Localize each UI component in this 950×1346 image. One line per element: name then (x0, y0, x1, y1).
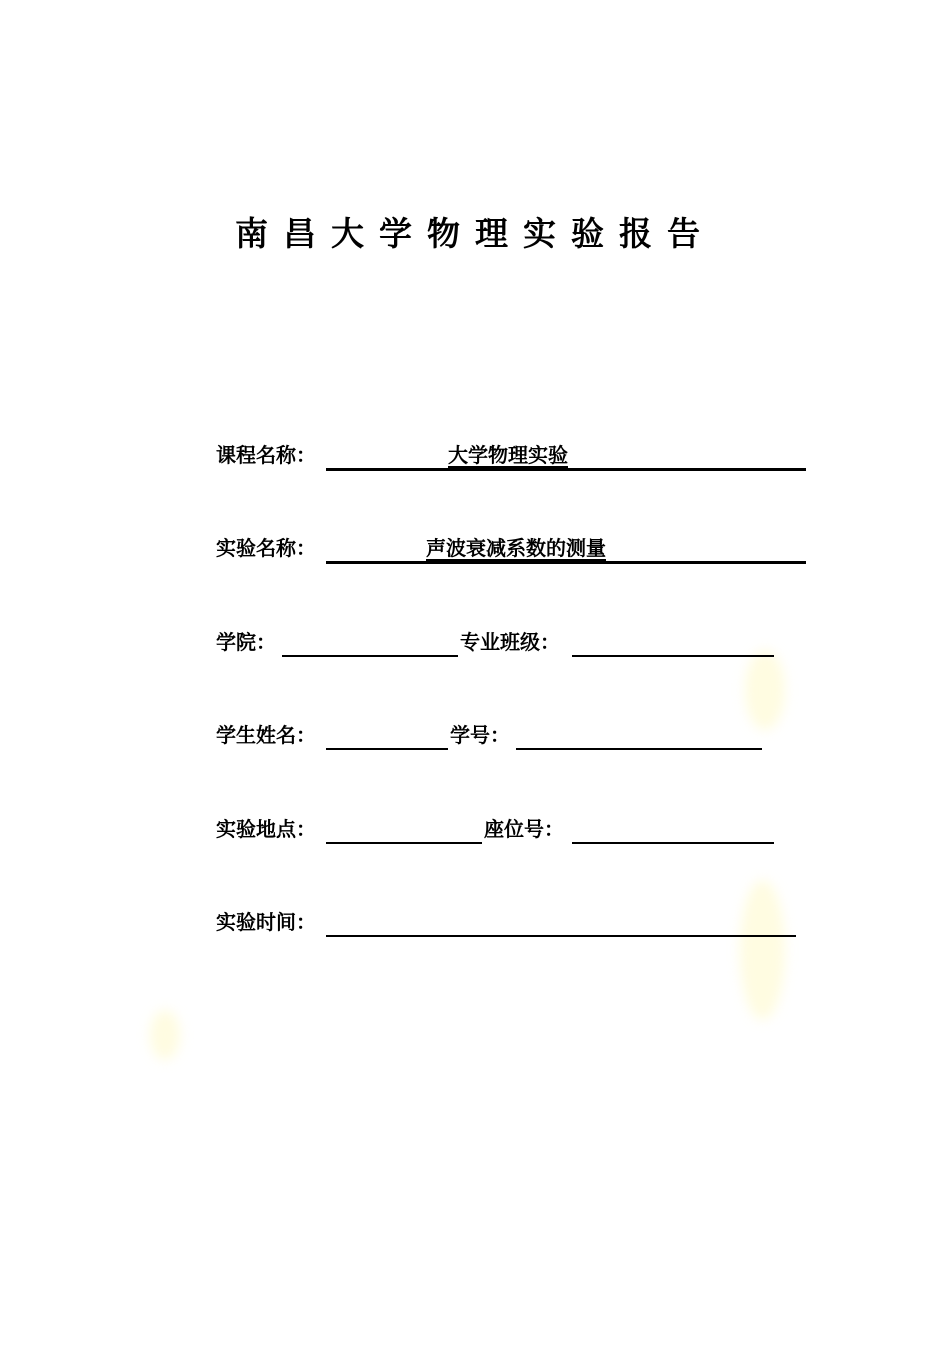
location-row (216, 814, 816, 844)
experiment-name-value: 声波衰减系数的测量 (426, 536, 606, 560)
time-row (216, 907, 816, 937)
time-label: 实验时间： (216, 910, 316, 934)
scan-stain (745, 650, 785, 730)
experiment-name-label: 实验名称： (216, 536, 316, 560)
scan-stain (150, 1010, 180, 1060)
seat-line[interactable] (572, 814, 774, 844)
time-line[interactable] (326, 907, 796, 937)
location-label: 实验地点： (216, 817, 316, 841)
experiment-name-row (216, 533, 816, 563)
student-name-line[interactable] (326, 720, 448, 750)
course-name-value: 大学物理实验 (448, 443, 568, 467)
college-label: 学院： (216, 630, 276, 654)
student-row (216, 720, 816, 750)
scan-stain (740, 880, 785, 1020)
college-line[interactable] (282, 627, 458, 657)
student-id-line[interactable] (516, 720, 762, 750)
major-class-line[interactable] (572, 627, 774, 657)
major-class-label: 专业班级： (460, 630, 560, 654)
college-row (216, 627, 816, 657)
student-name-label: 学生姓名： (216, 723, 316, 747)
report-title: 南昌大学物理实验报告 (235, 214, 715, 253)
student-id-label: 学号： (450, 723, 510, 747)
seat-label: 座位号： (484, 817, 564, 841)
course-name-row (216, 440, 816, 470)
location-line[interactable] (326, 814, 482, 844)
course-name-label: 课程名称： (216, 443, 316, 467)
